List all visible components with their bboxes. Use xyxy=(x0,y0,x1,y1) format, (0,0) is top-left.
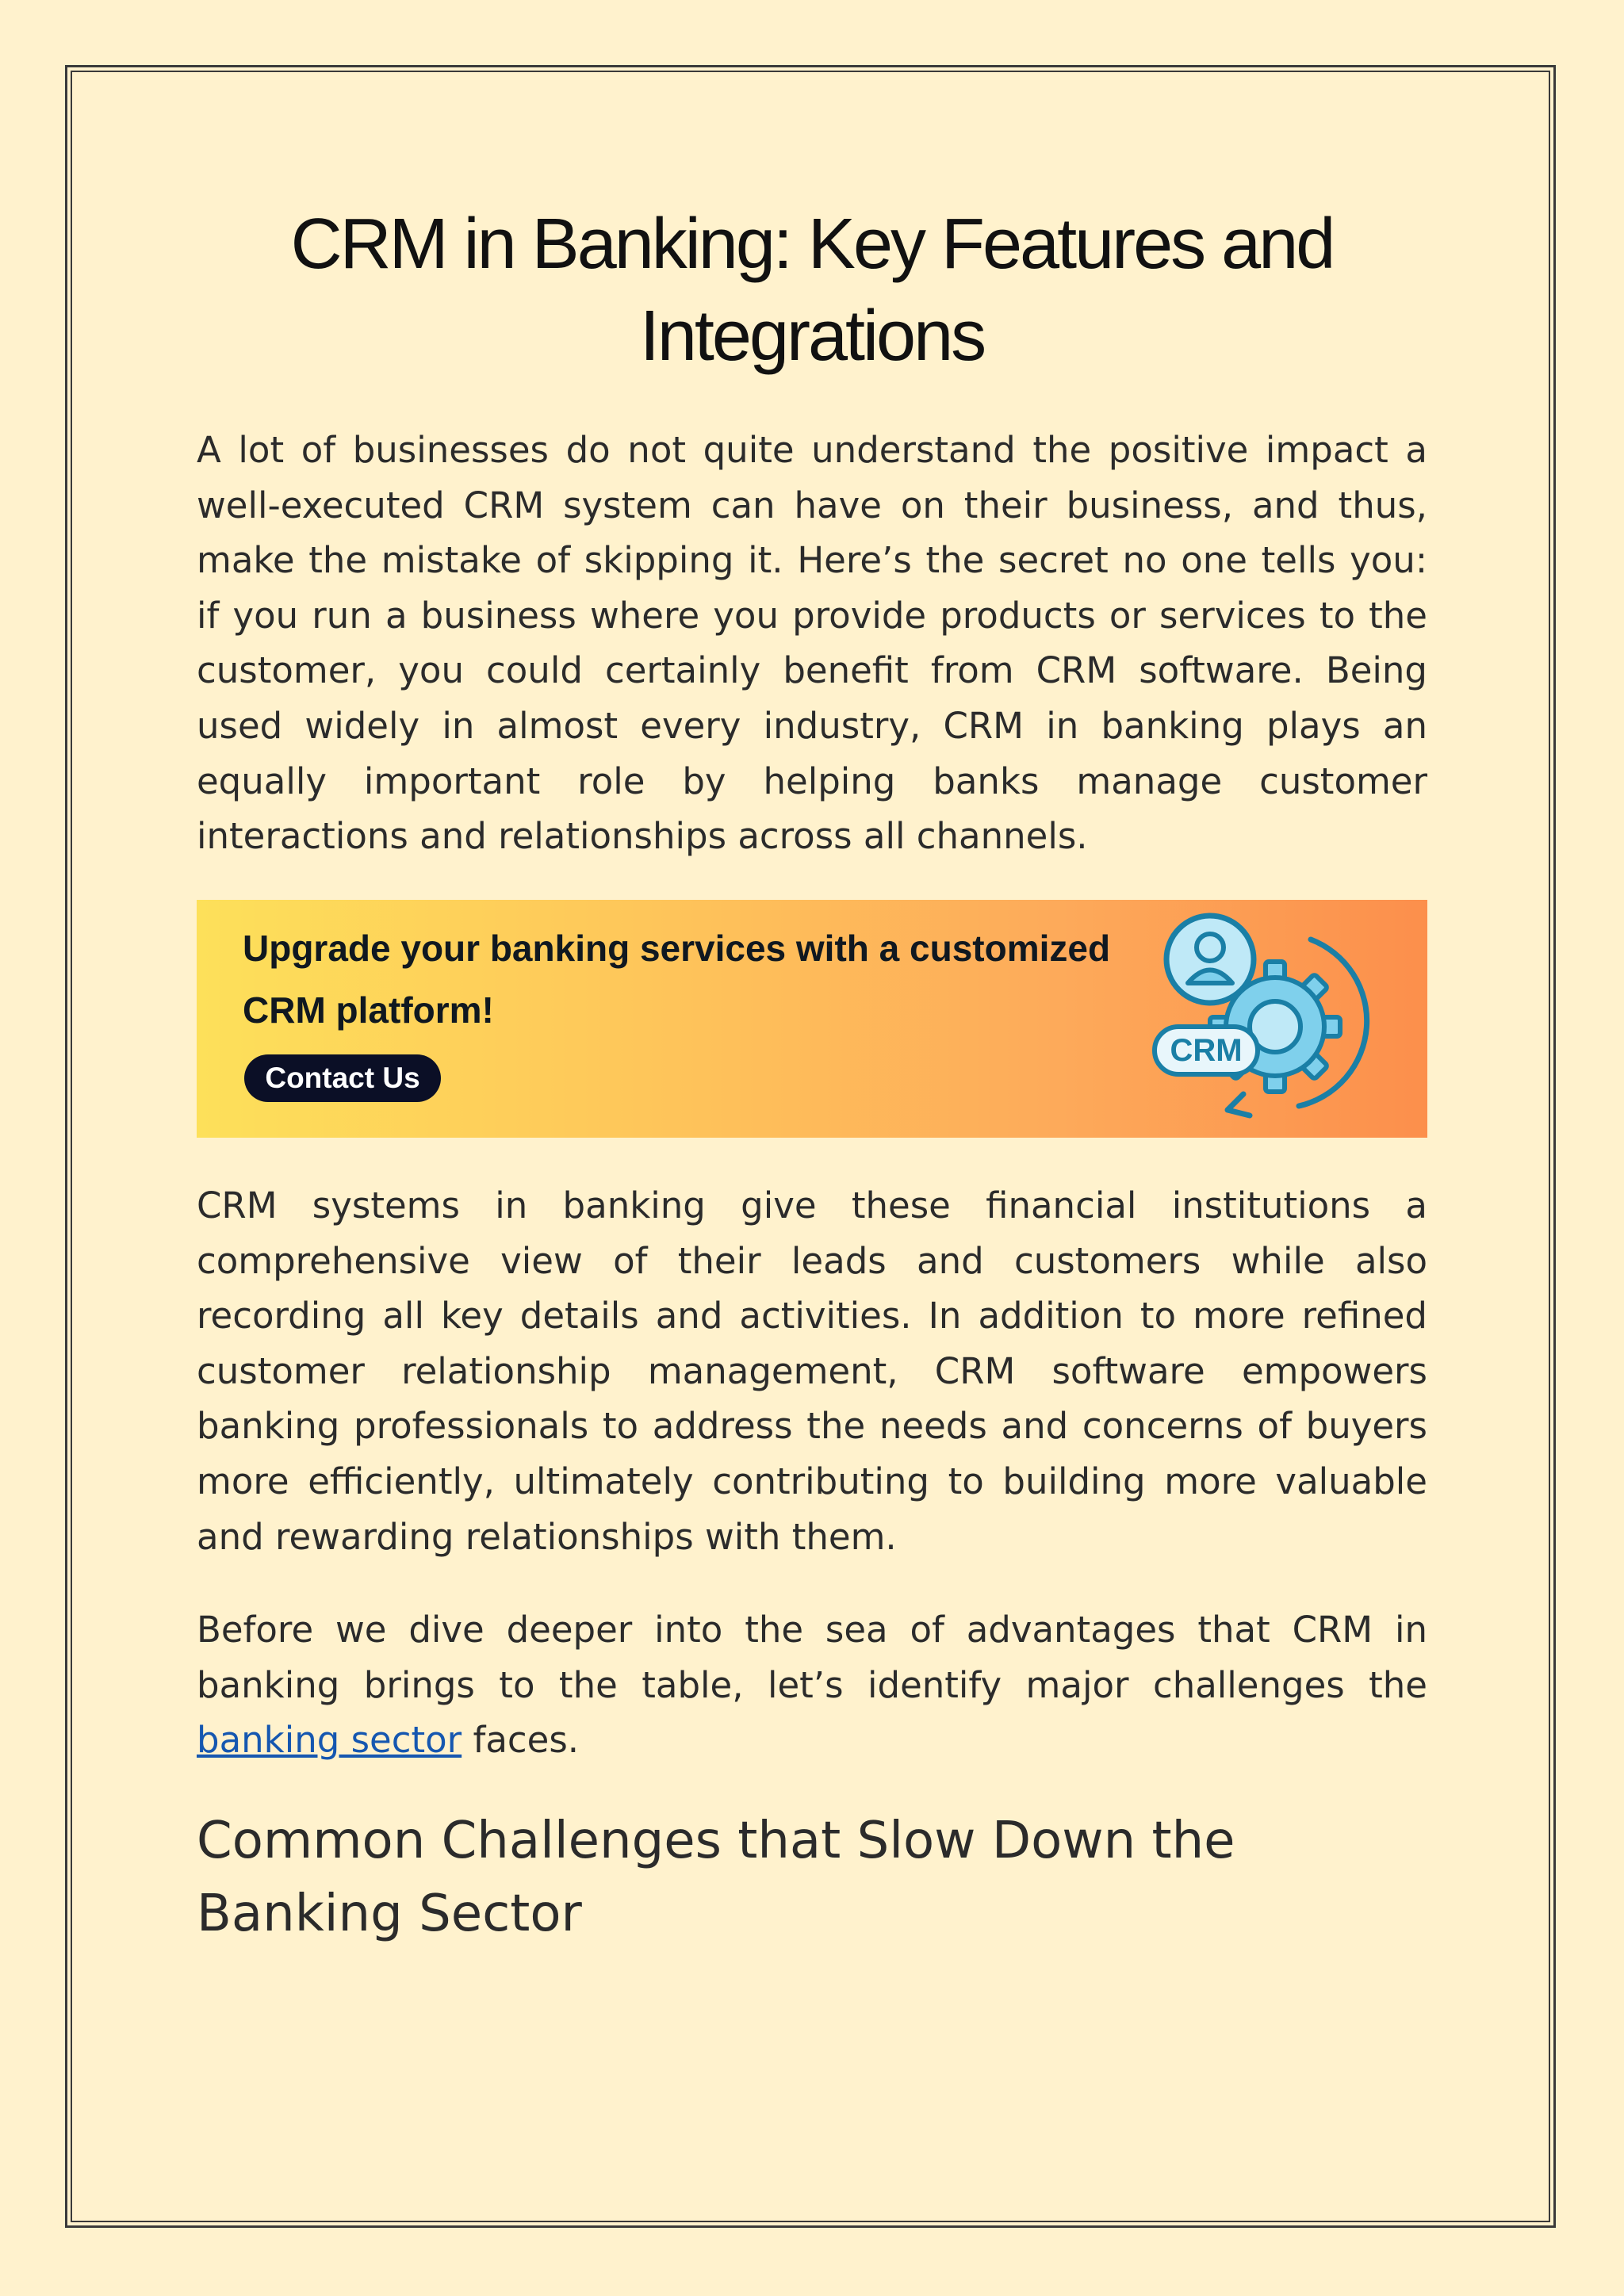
crm-gear-user-icon xyxy=(1148,908,1386,1130)
crm-systems-paragraph: CRM systems in banking give these financial institutions a comprehensive view of their leads and customers while also recording all key details and activities. In addition to more refined customer relationship management, CRM software empowers banking professionals to address the needs and concerns of buyers more efficiently, ultimately contributing to building more valuable and rewarding relationships with them. xyxy=(197,1184,1427,1558)
banking-sector-link[interactable]: banking sector xyxy=(197,1719,462,1762)
paragraph-text-before-link: Before we dive deeper into the sea of advantages that CRM in banking brings to the table, let’s identify major challenges the xyxy=(197,1609,1427,1706)
banner-headline: Upgrade your banking services with a customized CRM platform! xyxy=(243,928,1111,1031)
contact-us-button[interactable]: Contact Us xyxy=(244,1054,441,1102)
paragraph-text-after-link: faces. xyxy=(462,1719,580,1762)
crm-promo-banner[interactable] xyxy=(197,900,1427,1138)
section-heading: Common Challenges that Slow Down the Banking Sector xyxy=(197,1812,1235,1943)
crm-icon-label: CRM xyxy=(1170,1033,1243,1068)
intro-paragraph: A lot of businesses do not quite understand the positive impact a well-executed CRM system can have on their business, and thus, make the mistake of skipping it. Here’s the secret no one tells you: if you run a business where you provide products or services to the customer, you could certainly benefit from CRM software. Being used widely in almost every industry, CRM in banking plays an equally important role by helping banks manage customer interactions and relationships across all channels. xyxy=(197,429,1427,858)
challenges-intro-paragraph xyxy=(197,1602,1427,1768)
page-title: CRM in Banking: Key Features and Integrations xyxy=(290,205,1334,376)
